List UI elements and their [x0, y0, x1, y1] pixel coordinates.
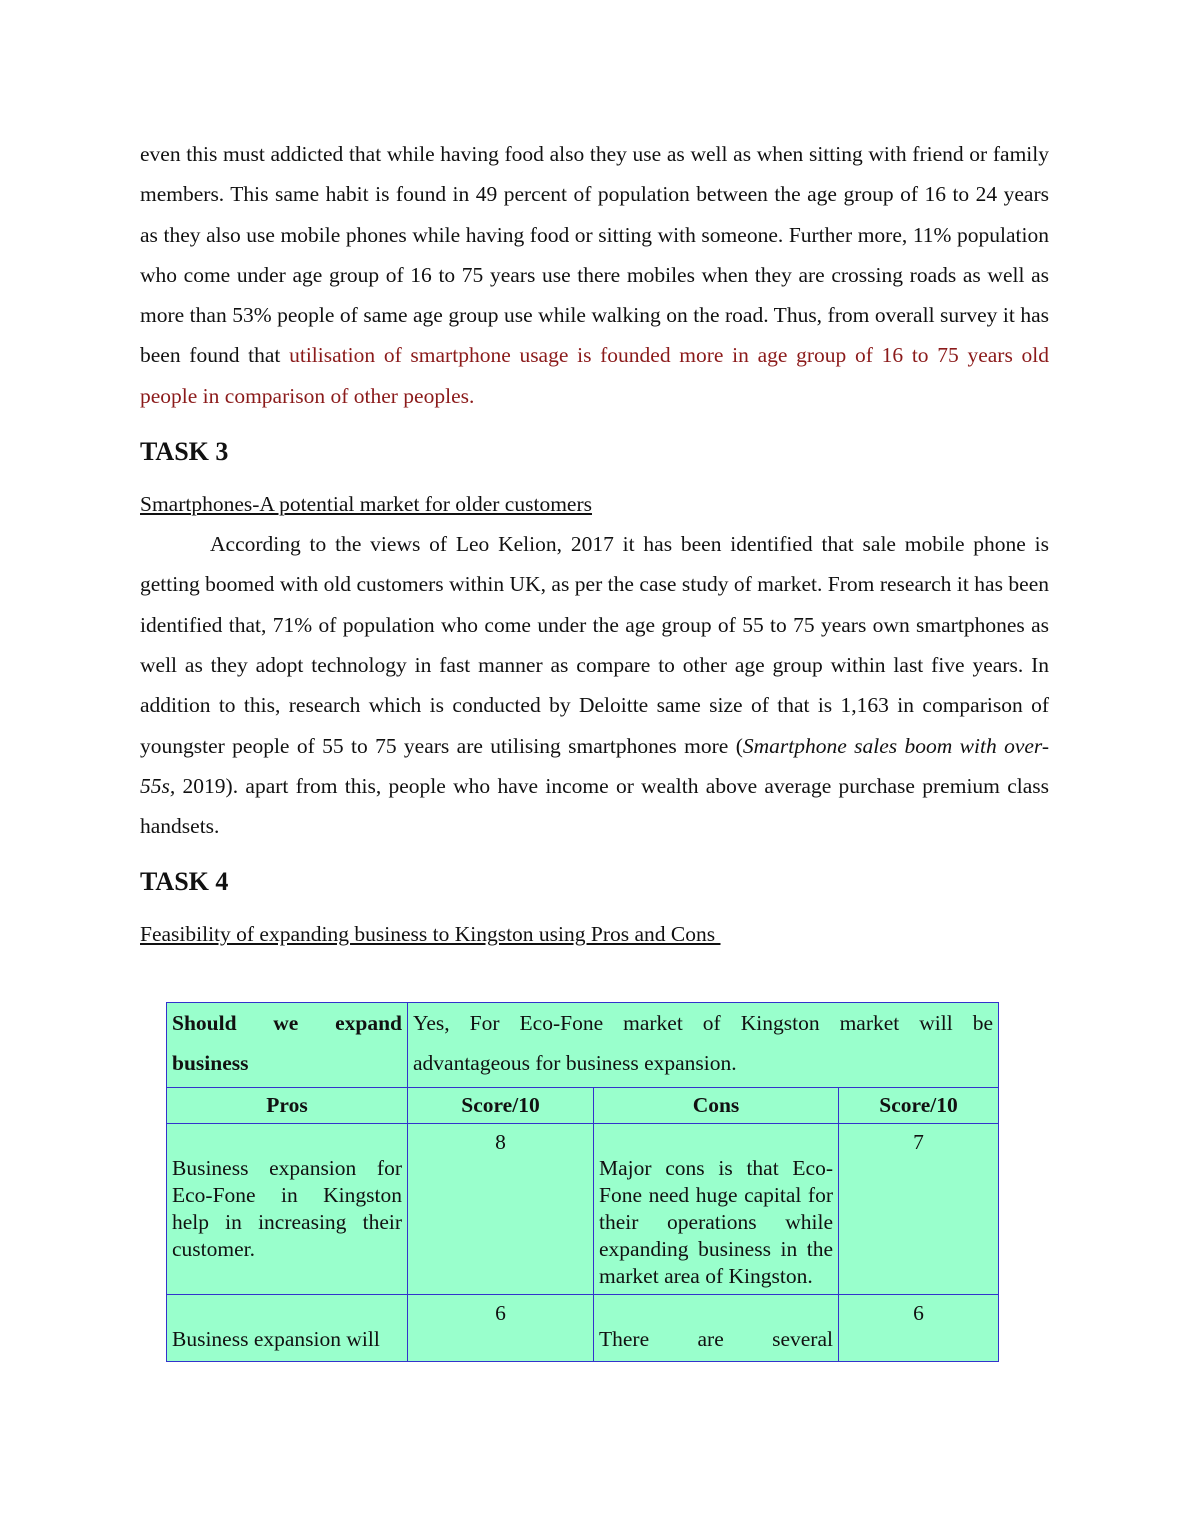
table-header-row: [167, 1088, 999, 1124]
task3-citation: Smartphone sales boom with over-55s,: [140, 733, 1049, 798]
task3-subtitle: Smartphones-A potential market for older customers: [140, 492, 592, 517]
expand-answer-cell: Yes, For Eco-Fone market of Kingston market will be advantageous for business expansion.: [408, 1003, 999, 1088]
pro-score-value: 6: [495, 1301, 506, 1325]
con-cell: [594, 1124, 839, 1295]
task4-subtitle: Feasibility of expanding business to Kingston using Pros and Cons: [140, 922, 721, 947]
intro-paragraph: [140, 134, 1049, 416]
task3-paragraph-text: According to the views of Leo Kelion, 2017 it has been identified that sale mobile phone is getting boomed with old customers within UK, as per the case study of market. From research it has been identified that, 71% of population who come under the age group of 55 to 75 years own smartphones as well as they adopt technology in fast manner as compare to other age group within last five years. In addition to this, research which is conducted by Deloitte same size of that is 1,163 in comparison of youngster people of 55 to 75 years are utilising smartphones more (: [140, 532, 1049, 758]
header-pros: Pros: [167, 1088, 408, 1124]
pro-score-cell: [408, 1295, 594, 1362]
con-score-cell: 7: [839, 1124, 999, 1295]
table-row: [167, 1295, 999, 1362]
con-text: There are several: [599, 1327, 833, 1351]
task4-heading: TASK 4: [140, 867, 229, 897]
table-row: [167, 1124, 999, 1295]
task3-heading: TASK 3: [140, 437, 229, 467]
header-cons-score: Score/10: [839, 1088, 999, 1124]
expand-question-cell: Should we expand business: [167, 1003, 408, 1088]
con-score-cell: [839, 1295, 999, 1362]
con-text: Major cons is that Eco-Fone need huge capital for their operations while expanding business in the market area of Kingston.: [599, 1156, 833, 1288]
table-question-row: [167, 1003, 999, 1088]
task3-paragraph-tail: 2019). apart from this, people who have income or wealth above average purchase premium class handsets.: [140, 773, 1049, 839]
pro-cell: [167, 1124, 408, 1295]
document-page: [140, 134, 1049, 954]
con-cell: [594, 1295, 839, 1362]
intro-text: even this must addicted that while having food also they use as well as when sitting with friend or family members. This same habit is found in 49 percent of population between the age group of 16 to 24 years as they also use mobile phones while having food or sitting with someone. Further more, 11% population who come under age group of 16 to 75 years use there mobiles when they are crossing roads as well as more than 53% people of same age group use while walking on the road. Thus, from overall survey it has been found that: [140, 142, 1049, 368]
task3-paragraph: [140, 524, 1049, 846]
header-pros-score: Score/10: [408, 1088, 594, 1124]
pro-score-cell: 8: [408, 1124, 594, 1295]
con-score-value: 6: [913, 1301, 924, 1325]
header-cons: Cons: [594, 1088, 839, 1124]
pro-cell: [167, 1295, 408, 1362]
pros-cons-table: [166, 1002, 999, 1362]
pro-text: Business expansion will: [172, 1327, 380, 1351]
intro-highlight: utilisation of smartphone usage is founded more in age group of 16 to 75 years old people in comparison of other peoples.: [140, 343, 1049, 408]
pro-text: Business expansion for Eco-Fone in Kingston help in increasing their customer.: [172, 1156, 402, 1261]
